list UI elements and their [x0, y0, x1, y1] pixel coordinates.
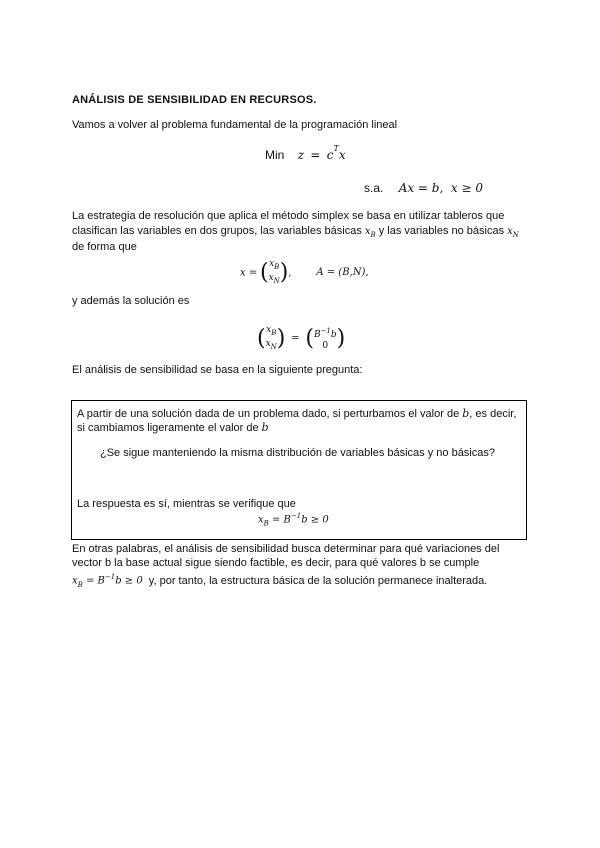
- constraint: [364, 181, 483, 195]
- box-cond-sub: B: [263, 519, 269, 528]
- paragraph-1-line-2: [72, 225, 519, 239]
- eq2-left-paren-2: (: [305, 325, 314, 351]
- equation-partition: [240, 259, 369, 287]
- box-cond-rest: = B: [268, 514, 291, 526]
- paragraph-1-text-a: clasifican las variables en dos grupos, las variables básicas: [72, 225, 362, 237]
- transpose-superscript: T: [333, 144, 339, 153]
- eq2-r-exp: −1: [320, 326, 331, 335]
- paragraph-3: El análisis de sensibilidad se basa en la siguiente pregunta:: [72, 364, 363, 376]
- eq1-bot: x: [268, 272, 274, 283]
- x-vector: x: [338, 148, 346, 162]
- eq1-top: x: [269, 259, 275, 269]
- box-line-1-tail: , es decir,: [469, 408, 517, 420]
- intro-paragraph: Vamos a volver al problema fundamental de la programación lineal: [72, 119, 398, 131]
- paragraph-4-line-3: [72, 573, 487, 589]
- x-basic-sub: B: [370, 231, 376, 239]
- box-line-2: [77, 421, 269, 434]
- box-condition: [258, 512, 329, 527]
- eq2-top-sub: B: [271, 328, 277, 337]
- eq2-bot-sub: N: [270, 342, 277, 351]
- x-nonbasic-sub: N: [512, 231, 519, 239]
- x-basic-symbol: x: [364, 226, 371, 237]
- box-cond-end: b ≥ 0: [301, 514, 329, 526]
- p4-sub: B: [77, 580, 83, 589]
- box-line-1-text: A partir de una solución dada de un problema dado, si perturbamos el valor de: [77, 408, 460, 420]
- p4-tail: y, por tanto, la estructura básica de la solución permanece inalterada.: [148, 574, 488, 587]
- box-cond-exp: −1: [290, 512, 302, 520]
- eq2-r-bot: 0: [322, 340, 329, 351]
- p4-end: b ≥ 0: [115, 575, 143, 587]
- x-nonbasic: [507, 226, 519, 237]
- x-basic: [365, 226, 376, 237]
- sa-label: s.a.: [364, 181, 384, 195]
- eq1-bot-sub: N: [273, 276, 280, 285]
- min-label: Min: [265, 148, 285, 162]
- eq2-left-vector: [266, 325, 277, 353]
- box-line-1: [77, 407, 516, 420]
- eq1-rhs: A = (B,N),: [316, 267, 369, 279]
- eq1-top-sub: B: [274, 262, 280, 271]
- box-cond-x: x: [258, 514, 264, 526]
- paragraph-1-line-3: de forma que: [72, 241, 137, 253]
- eq2-bot: x: [265, 338, 271, 349]
- box-line-2-text: si cambiamos ligeramente el valor de: [77, 422, 259, 434]
- z-variable: z: [297, 148, 305, 162]
- eq2-equals: =: [291, 333, 300, 345]
- eq2-right-vector: [314, 326, 337, 352]
- eq2-r-b: b: [330, 329, 337, 340]
- x-nonbasic-symbol: x: [507, 226, 513, 237]
- box-line-2-b: b: [261, 421, 269, 434]
- eq1-lhs: x =: [240, 267, 258, 279]
- eq2-right-paren-1: ): [276, 325, 286, 351]
- equation-solution: [257, 325, 345, 353]
- eq2-top: x: [266, 325, 272, 335]
- equals-sign: =: [310, 148, 321, 162]
- objective-function: [265, 144, 346, 162]
- eq1-comma: ,: [288, 267, 292, 279]
- p4-rest: = B: [82, 575, 105, 587]
- constraint-expression: Ax = b, x ≥ 0: [398, 181, 484, 195]
- box-line-1-b: b: [462, 407, 470, 420]
- box-question: ¿Se sigue manteniendo la misma distribución de variables básicas y no básicas?: [100, 447, 495, 459]
- eq1-right-paren: ): [279, 259, 289, 285]
- eq1-vector: [269, 259, 280, 287]
- box-answer: La respuesta es sí, mientras se verifique que: [77, 498, 296, 510]
- paragraph-4-line-1: En otras palabras, el análisis de sensibilidad busca determinar para qué variaciones del: [72, 543, 500, 555]
- c-vector: c: [326, 148, 334, 162]
- p4-exp: −1: [104, 573, 116, 581]
- page-title: ANÁLISIS DE SENSIBILIDAD EN RECURSOS.: [72, 94, 317, 106]
- eq1-left-paren: (: [259, 259, 269, 285]
- eq2-r-top: B: [313, 329, 321, 340]
- p4-x: x: [72, 575, 78, 587]
- paragraph-4-line-2: vector b la base actual sigue siendo factible, es decir, para qué valores b se cumple: [72, 557, 480, 569]
- eq2-right-paren-2: ): [336, 325, 346, 351]
- paragraph-1-line-1: La estrategia de resolución que aplica el método simplex se basa en utilizar tableros que: [72, 210, 505, 222]
- paragraph-1-text-b: y las variables no básicas: [378, 225, 505, 237]
- paragraph-2: y además la solución es: [72, 295, 190, 307]
- eq2-left-paren-1: (: [257, 325, 266, 351]
